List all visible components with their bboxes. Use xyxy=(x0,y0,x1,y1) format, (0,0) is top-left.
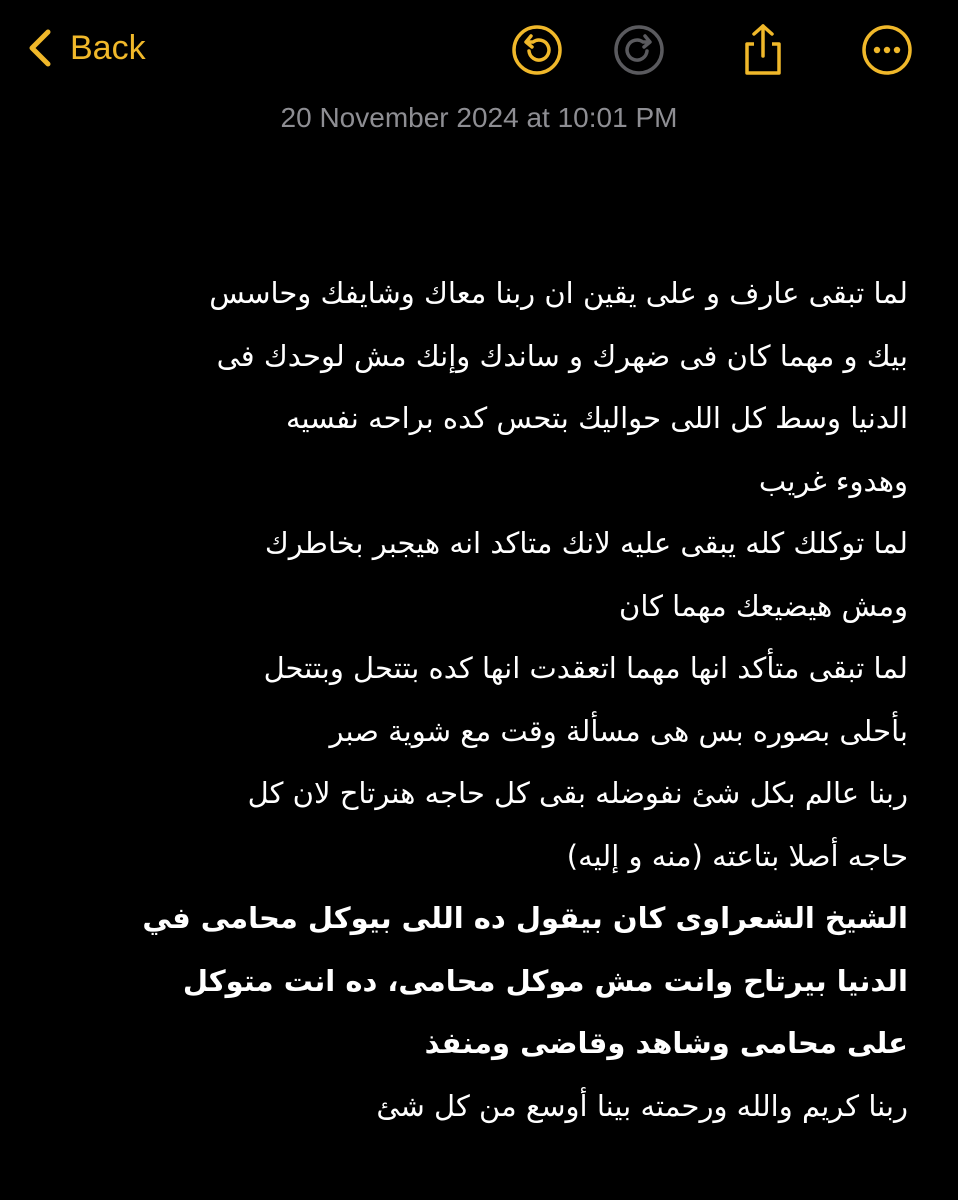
navigation-bar xyxy=(0,0,958,100)
note-line: لما تبقى عارف و على يقين ان ربنا معاك وشايفك وحاسس xyxy=(209,276,908,310)
note-line: لما تبقى متأكد انها مهما اتعقدت انها كده بتتحل وبتتحل xyxy=(263,651,908,685)
back-button[interactable] xyxy=(28,22,146,74)
share-icon xyxy=(737,22,789,78)
note-line: الدنيا بيرتاح وانت مش موكل محامى، ده انت متوكل xyxy=(182,963,908,998)
note-line: ربنا كريم والله ورحمته بينا أوسع من كل شئ xyxy=(376,1088,908,1123)
redo-icon xyxy=(613,24,665,76)
back-label: Back xyxy=(70,29,146,67)
more-button[interactable] xyxy=(861,24,913,76)
share-button[interactable] xyxy=(737,24,789,76)
note-line: بيك و مهما كان فى ضهرك و ساندك وإنك مش لوحدك فى xyxy=(216,338,908,373)
note-line: بأحلى بصوره بس هى مسألة وقت مع شوية صبر xyxy=(329,713,908,748)
note-line: الشيخ الشعراوى كان بيقول ده اللى بيوكل محامى في xyxy=(142,901,908,935)
ellipsis-circle-icon xyxy=(861,24,913,76)
note-line: الدنيا وسط كل اللى حواليك بتحس كده براحه نفسيه xyxy=(285,401,908,435)
note-line: ربنا عالم بكل شئ نفوضله بقى كل حاجه هنرتاح لان كل xyxy=(247,776,908,810)
chevron-left-icon xyxy=(28,28,52,68)
undo-icon xyxy=(511,24,563,76)
note-line: على محامى وشاهد وقاضى ومنفذ xyxy=(424,1026,908,1060)
note-line: وهدوء غريب xyxy=(758,463,908,498)
note-body[interactable] xyxy=(40,262,908,1137)
note-timestamp: 20 November 2024 at 10:01 PM xyxy=(280,102,678,133)
note-line: حاجه أصلا بتاعته (منه و إليه) xyxy=(566,838,908,873)
note-line: لما توكلك كله يبقى عليه لانك متاكد انه هيجبر بخاطرك xyxy=(264,526,908,560)
redo-button[interactable] xyxy=(613,24,665,76)
undo-button[interactable] xyxy=(511,24,563,76)
note-line: ومش هيضيعك مهما كان xyxy=(619,588,908,623)
